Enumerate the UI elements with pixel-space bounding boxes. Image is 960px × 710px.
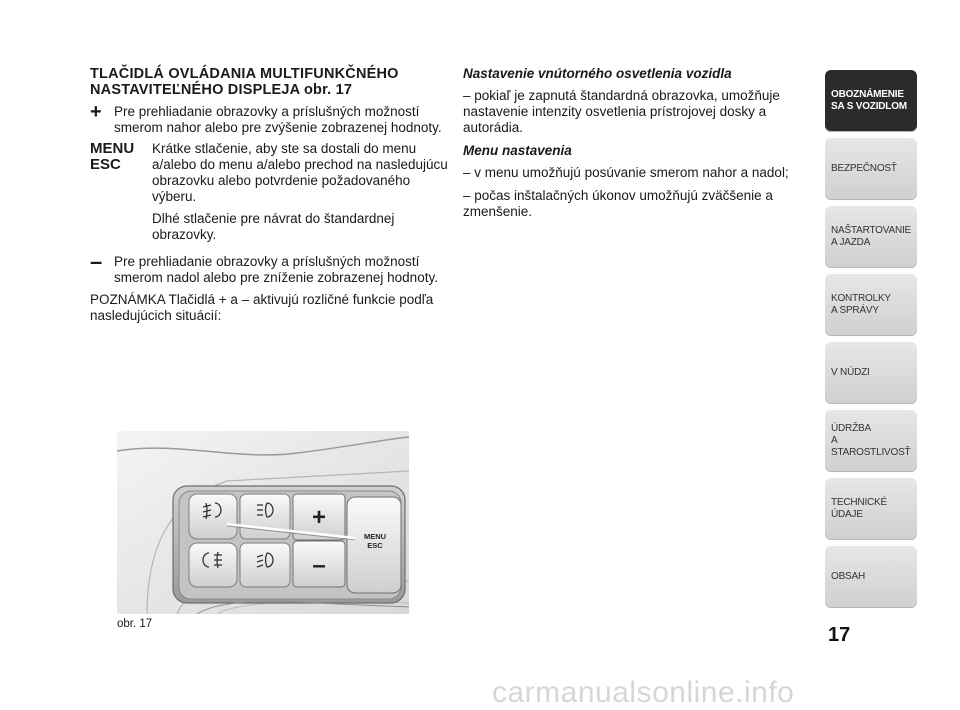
dashboard-illustration: [117, 431, 409, 614]
menu-long-press-text: Dlhé stlačenie pre návrat do štandardnej obrazovky.: [152, 211, 395, 242]
fig-minus-label: –: [312, 552, 326, 579]
menu-key-description: [90, 141, 450, 249]
plus-key-description: [90, 101, 450, 136]
left-column: [90, 66, 450, 324]
tab-familiarization[interactable]: OBOZNÁMENIE SA S VOZIDLOM: [825, 70, 917, 132]
tab-warning-lights[interactable]: KONTROLKY A SPRÁVY: [825, 274, 917, 336]
minus-key-description: [90, 249, 450, 286]
plus-symbol: +: [90, 101, 102, 123]
minus-text: Pre prehliadanie obrazovky a príslušných možností smerom nadol alebo pre zníženie zobrazenej hodnoty.: [114, 254, 438, 285]
watermark: carmanualsonline.info: [492, 676, 795, 709]
control-buttons-figure: [117, 431, 409, 614]
interior-lighting-text: – pokiaľ je zapnutá štandardná obrazovka, umožňuje nastavenie intenzity osvetlenia prístrojovej dosky a autorádia.: [463, 88, 780, 135]
settings-menu-heading: Menu nastavenia: [463, 143, 572, 158]
settings-menu-text-2: – počas inštalačných úkonov umožňujú zväčšenie a zmenšenie.: [463, 188, 773, 219]
figure-caption: obr. 17: [117, 618, 153, 630]
tab-emergency[interactable]: V NÚDZI: [825, 342, 917, 404]
tab-maintenance[interactable]: ÚDRŽBA A STAROSTLIVOSŤ: [825, 410, 917, 472]
chapter-tabs: [825, 70, 917, 614]
plus-text: Pre prehliadanie obrazovky a príslušných možností smerom nahor alebo pre zvýšenie zobrazenej hodnoty.: [114, 104, 442, 135]
fig-plus-label: +: [311, 504, 327, 531]
note-text: POZNÁMKA Tlačidlá + a – aktivujú rozličné funkcie podľa nasledujúcich situácií:: [90, 292, 434, 323]
tab-technical-data[interactable]: TECHNICKÉ ÚDAJE: [825, 478, 917, 540]
tab-contents[interactable]: OBSAH: [825, 546, 917, 608]
tab-safety[interactable]: BEZPEČNOSŤ: [825, 138, 917, 200]
settings-menu-text-1: – v menu umožňujú posúvanie smerom nahor a nadol;: [463, 165, 789, 180]
section-heading: TLAČIDLÁ OVLÁDANIA MULTIFUNKČNÉHO NASTAVITEĽNÉHO DISPLEJA obr. 17: [90, 66, 399, 98]
fig-esc-label: ESC: [367, 541, 383, 550]
tab-starting-driving[interactable]: NAŠTARTOVANIE A JAZDA: [825, 206, 917, 268]
interior-lighting-heading: Nastavenie vnútorného osvetlenia vozidla: [463, 66, 732, 81]
menu-esc-symbol: MENU ESC: [90, 140, 135, 173]
right-column: [463, 66, 813, 227]
page-number: 17: [828, 624, 851, 646]
menu-short-press-text: Krátke stlačenie, aby ste sa dostali do menu a/alebo do menu a/alebo prechod na nasledujúcu obrazovku alebo potvrdenie požadovaného výberu.: [152, 141, 448, 204]
fig-menu-label: MENU: [363, 532, 387, 541]
minus-symbol: –: [90, 249, 103, 274]
